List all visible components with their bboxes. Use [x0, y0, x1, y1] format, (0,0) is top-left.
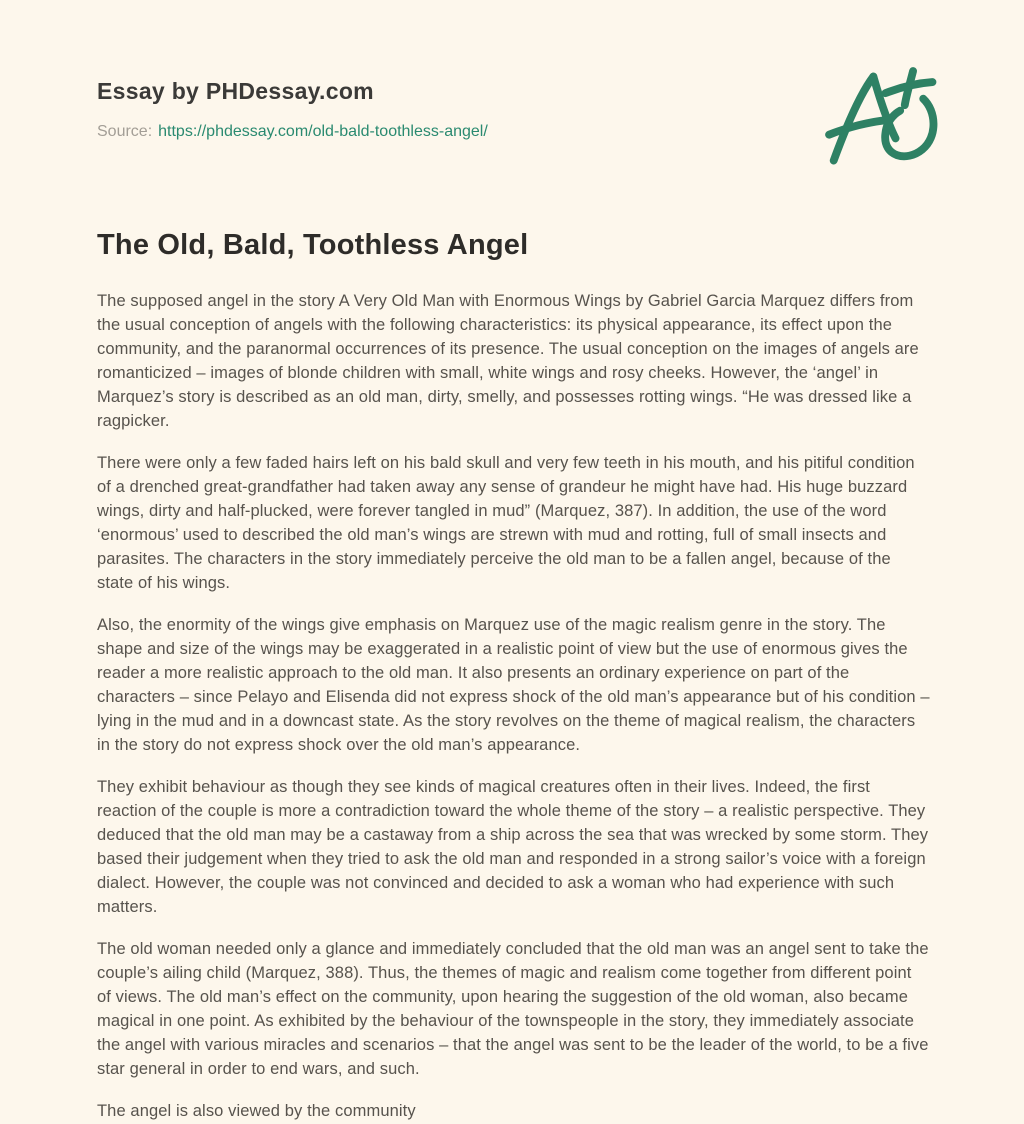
brand-title: Essay by PHDessay.com	[97, 78, 374, 104]
essay-paragraph-1: The supposed angel in the story A Very Old Man with Enormous Wings by Gabriel Garcia Marquez differs from the usual conception of angels with the following characteristics: its physical appearance, its effect upon the community, and the paranormal occurrences of its presence. The usual conception on the images of angels are romanticized – images of blonde children with small, white wings and rosy cheeks. However, the ‘angel’ in Marquez’s story is described as an old man, dirty, smelly, and possesses rotting wings. “He was dressed like a ragpicker.	[97, 292, 919, 431]
page-header	[97, 78, 930, 141]
essay-paragraph-3: Also, the enormity of the wings give emphasis on Marquez use of the magic realism genre in the story. The shape and size of the wings may be exaggerated in a realistic point of view but the use of enormous gives the reader a more realistic approach to the old man. It also presents an ordinary experience on part of the characters – since Pelayo and Elisenda did not express shock of the old man’s appearance but of his condition – lying in the mud and in a downcast state. As the story revolves on the theme of magical realism, the characters in the story do not express shock over the old man’s appearance.	[97, 616, 930, 755]
essay-content	[97, 227, 930, 1123]
essay-title: The Old, Bald, Toothless Angel	[97, 229, 529, 261]
essay-paragraph-5: The old woman needed only a glance and immediately concluded that the old man was an angel sent to take the couple’s ailing child (Marquez, 388). Thus, the themes of magic and realism come together from different point of views. The old man’s effect on the community, upon hearing the suggestion of the old woman, also became magical in one point. As exhibited by the behaviour of the townspeople in the story, they immediately associate the angel with various miracles and scenarios – that the angel was sent to be the leader of the world, to be a five star general in order to end wars, and such.	[97, 940, 929, 1079]
essay-paragraph-6: The angel is also viewed by the community	[97, 1102, 416, 1121]
a-plus-logo-icon	[818, 60, 938, 178]
essay-body	[97, 289, 930, 1123]
source-link[interactable]: https://phdessay.com/old-bald-toothless-angel/	[158, 123, 488, 140]
source-line	[97, 123, 930, 141]
essay-paragraph-2: There were only a few faded hairs left on his bald skull and very few teeth in his mouth, and his pitiful condition of a drenched great-grandfather had taken away any sense of grandeur he might have had. His huge buzzard wings, dirty and half-plucked, were forever tangled in mud” (Marquez, 387). In addition, the use of the word ‘enormous’ used to described the old man’s wings are strewn with mud and rotting, full of small insects and parasites. The characters in the story immediately perceive the old man to be a fallen angel, because of the state of his wings.	[97, 454, 915, 593]
essay-paragraph-4: They exhibit behaviour as though they see kinds of magical creatures often in their lives. Indeed, the first reaction of the couple is more a contradiction toward the whole theme of the story – a realistic perspective. They deduced that the old man may be a castaway from a ship across the sea that was wrecked by some storm. They based their judgement when they tried to ask the old man and responded in a strong sailor’s voice with a foreign dialect. However, the couple was not convinced and decided to ask a woman who had experience with such matters.	[97, 778, 929, 917]
source-label: Source:	[97, 123, 153, 140]
